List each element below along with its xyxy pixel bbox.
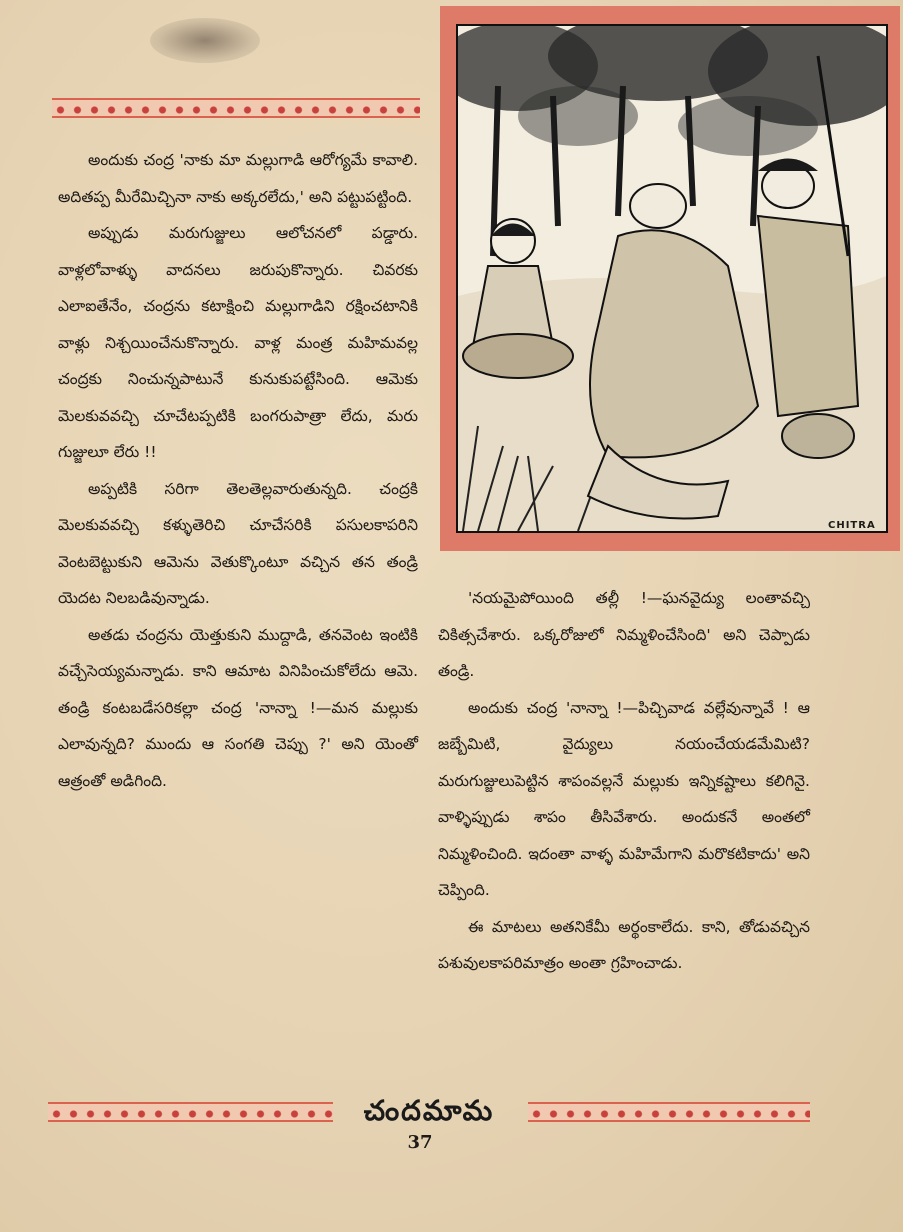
left-text-column xyxy=(58,142,418,799)
paragraph: 'నయమైపోయింది తల్లీ !—ఘనవైద్యు లంతావచ్చి చికిత్సచేశారు. ఒక్కరోజులో నిమ్మళించేసింది' అని చెప్పాడు తండ్రి. xyxy=(438,589,810,680)
illustration-signature: CHITRA xyxy=(828,520,876,531)
footer-ornament-right xyxy=(528,1102,810,1122)
paragraph: అప్పటికి సరిగా తెలతెల్లవారుతున్నది. చంద్రకి మెలకువవచ్చి కళ్ళుతెరిచి చూచేసరికి పసులకాపరిని వెంటబెట్టుకుని ఆమెను వెతుక్కొంటూ వచ్చిన తన తండ్రి యెదట నిలబడివున్నాడు. xyxy=(58,479,418,607)
magazine-title: చందమామ xyxy=(363,1094,495,1127)
top-ornamental-border xyxy=(52,98,420,118)
paragraph: ఈ మాటలు అతనికేమీ అర్థంకాలేదు. కాని, తోడువచ్చిన పశువులకాపరిమాత్రం అంతా గ్రహించాడు. xyxy=(438,917,810,972)
paragraph: అతడు చంద్రను యెత్తుకుని ముద్దాడి, తనవెంట ఇంటికి వచ్చేసెయ్యమన్నాడు. కాని ఆమాట వినిపించుకోలేదు ఆమె. తండ్రి కంటబడేసరికల్లా చంద్ర 'నాన్నా !—మన మల్లుకు ఎలావున్నది? ముందు ఆ సంగతి చెప్పు ?' అని యెంతో ఆత్రంతో అడిగింది. xyxy=(58,625,418,790)
footer-ornament-left xyxy=(48,1102,333,1122)
paragraph: అప్పుడు మరుగుజ్జులు ఆలోచనలో పడ్డారు. వాళ్లలోవాళ్ళు వాదనలు జరుపుకొన్నారు. చివరకు ఎలాఐతేనేం, చంద్రను కటాక్షించి మల్లుగాడిని రక్షించటానికి వాళ్లు నిశ్చయించేనుకొన్నారు. వాళ్ల మంత్ర మహిమవల్ల చంద్రకు నించున్నపాటునే కునుకుపట్టేసింది. ఆమెకు మెలకువవచ్చి చూచేటప్పటికి బంగరుపాత్రా లేదు, మరు గుజ్జులూ లేరు !! xyxy=(58,224,418,461)
forest-scene-drawing xyxy=(458,26,886,531)
illustration-frame xyxy=(440,6,900,551)
page-number: 37 xyxy=(407,1132,433,1153)
paragraph: అందుకు చంద్ర 'నాకు మా మల్లుగాడి ఆరోగ్యమే కావాలి. అదితప్ప మీరేమిచ్చినా నాకు అక్కరలేదు,' అని పట్టుపట్టింది. xyxy=(58,151,418,206)
paragraph: అందుకు చంద్ర 'నాన్నా !—పిచ్చివాడ వల్లేవున్నావే ! ఆ జబ్బేమిటి, వైద్యులు నయంచేయడమేమిటి? మరుగుజ్జులుపెట్టిన శాపంవల్లనే మల్లుకు ఇన్నికష్టాలు కలిగినై. వాళ్ళిప్పుడు శాపం తీసివేశారు. అందుకనే అంతలో నిమ్మళించింది. ఇదంతా వాళ్ళ మహిమేగాని మరొకటికాదు' అని చెప్పింది. xyxy=(438,698,810,899)
ink-stain xyxy=(150,18,260,63)
right-text-column xyxy=(438,580,810,982)
illustration xyxy=(456,24,888,533)
